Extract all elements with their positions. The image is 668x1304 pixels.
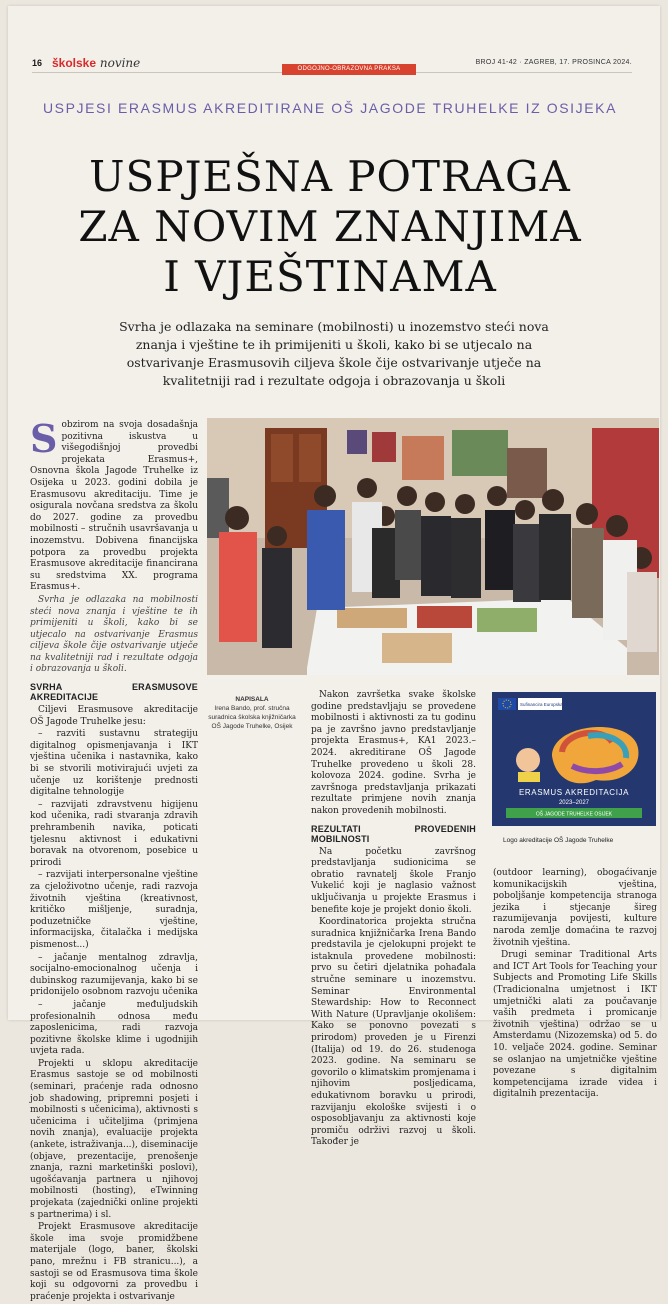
list-item: – razvijati zdravstvenu higijenu kod učenika, radi stvaranja zdravih prehrambenih navika, poticati tjelesnu aktivnost i edukativni boravak na otvorenom, posebice u prirodi xyxy=(30,799,198,868)
page-number: 16 xyxy=(32,58,43,68)
title-line: I VJEŠTINAMA xyxy=(163,252,497,301)
logo-title: ERASMUS AKREDITACIJA xyxy=(518,788,630,797)
list-item: – jačanje mentalnog zdravlja, socijalno-emocionalnog učenja i dubinskog razumijevanja, kako bi se pridonijelo osobnom razvoju učenika xyxy=(30,952,198,998)
paragraph: Projekti u sklopu akreditacije Erasmus sastoje se od mobilnosti (seminari, praćenje rada odnosno job shadowing, pripremni posjeti i mobilnosti s učenicima), aktivnosti s učenicima i učiteljima (primjena novih znanja), evaluacije projekta (ankete, istraživanja...), diseminacije (objave, prezentacije, prenošenje znanja, razni marketinški poslovi), ugošćavanja partnera u njihovoj mobilnosti (hosting), eTwinning projekata (zajednički online projekti s partnerima) i sl. xyxy=(30,1058,198,1220)
masthead-italic: novine xyxy=(96,56,141,70)
title-line: USPJEŠNA POTRAGA xyxy=(89,152,571,201)
byline xyxy=(207,695,297,731)
logo-years: 2023–2027 xyxy=(558,800,590,806)
title-line: ZA NOVIM ZNANJIMA xyxy=(78,202,582,251)
paragraph-text: obzirom na svoja dosadašnja pozitivna iskustva u višegodišnjoj provedbi projekata Erasmus+, Osnovna škola Jagode Truhelke iz Osijeka u 2023. godini dobila je Erasmusovu akreditaciju. Time je osigurala novčana sredstva za školu do 2027. godine za provedbu mobilnosti – stručnih usavršavanja u inozemstvu. Dobivena financijska potpora za provedbu projekta Erasmusove akreditacije financirana su sredstvima XX. programa Erasmus+. xyxy=(30,420,198,593)
article-column-4 xyxy=(493,868,657,1102)
article-photo xyxy=(207,418,659,675)
list-item: – jačanje međuljudskih profesionalnih odnosa među zaposlenicima, radi razvoja pozitivne školske klime i ugodnijih uvjeta rada. xyxy=(30,999,198,1057)
article-title xyxy=(40,152,620,302)
issue-info: BROJ 41-42 · ZAGREB, 17. PROSINCA 2024. xyxy=(475,59,632,66)
byline-author: Irena Bando, prof. stručna suradnica školska knjižničarka OŠ Jagode Truhelke, Osijek xyxy=(208,705,296,730)
article-lead: Svrha je odlazaka na seminare (mobilnosti) u inozemstvo steći nova znanja i vještine te ih primijeniti u školi, kako bi se utjecalo na ostvarivanje Erasmusovih ciljeva škole čije ostvarivanje utječe na kvalitetniji rad i rezultate odgoja i obrazovanja u školi xyxy=(119,319,549,388)
byline-label: NAPISALA xyxy=(235,696,269,703)
article-kicker: USPJESI ERASMUS AKREDITIRANE OŠ JAGODE TRUHELKE IZ OSIJEKA xyxy=(42,100,618,116)
paragraph: Koordinatorica projekta stručna suradnica knjižničarka Irena Bando predstavila je cjelokupni projekt te istaknula provedene mobilnosti: prvo su četiri djelatnika pohađala stručne seminare u inozemstvu. Seminar Environmental Stewardship: How to Reconnect With Nature (Upravljanje okolišem: Kako se ponovno povezati s prirodom) proveden je u Firenzi (Italija) od 19. do 26. studenoga 2023. godine. Na seminaru se govorilo o klimatskim promjenama i njihovim posljedicama, edukativnom boravku u prirodi, razvijanju ekološke svijesti i o osposobljavanju za aktivnosti koje promiču održivi razvoj u školi. Također je xyxy=(311,917,476,1148)
article-column-1 xyxy=(30,416,198,1304)
logo-caption: Logo akreditacije OŠ Jagode Truhelke xyxy=(503,837,614,844)
paragraph: Projekt Erasmusove akreditacije škole ima svoje promidžbene materijale (logo, baner, školski pano, mrežnu i FB stranicu...), a sastoji se od Erasmusova tima škole koji su odgovorni za provedbu i praćenje projekta i ostvarivanje xyxy=(30,1222,198,1302)
paragraph: Ciljevi Erasmusove akreditacije OŠ Jagode Truhelke jesu: xyxy=(30,705,198,727)
masthead-bold: školske xyxy=(52,56,97,70)
list-item: – razvijati interpersonalne vještine za cjeloživotno učenje, radi razvoja životnih vještina (kreativnost, kritičko mišljenje, suradnja, poduzetničke vještine, informacijska, čitalačka i medijska pismenost...) xyxy=(30,870,198,950)
logo-artwork xyxy=(492,692,656,826)
group-photo-illustration xyxy=(207,418,659,675)
logo-school: OŠ JAGODE TRUHELKE OSIJEK xyxy=(535,811,613,818)
paragraph: (outdoor learning), obogaćivanje komunikacijskih vještina, poboljšanje kompetencija stranoga jezika i stjecanje šireg razumijevanja povijesti, kulture naroda zemlje domaćina te razvoj životnih vještina. xyxy=(493,868,657,948)
section-label: ODGOJNO-OBRAZOVNA PRAKSA xyxy=(282,64,416,75)
paragraph: Nakon završetka svake školske godine predstavljaju se provedene mobilnosti i aktivnosti za tu godinu pa je završno javno predstavljanje projekta Erasmus+, KA1 2023.–2024. akreditirane OŠ Jagode Truhelke provedeno u školi 28. kolovoza 2024. godine. Svrha je završnoga predstavljanja prikazati rezultate primjene novih znanja nakon provedenih mobilnosti. xyxy=(311,690,476,816)
list-item: – razviti sustavnu strategiju digitalnog opismenjavanja i IKT vještina učenika i nastavnika, kako bi se stvorili motivirajući uvjeti za učenje uz korištenje prednosti digitalne tehnologije xyxy=(30,729,198,798)
masthead-logo xyxy=(52,56,140,70)
paragraph: Svrha je odlazaka na mobilnosti steći nova znanja i vještine te ih primijeniti u školi, kako bi se utjecalo na ostvarivanje Erasmus ciljeva škole čije ostvarivanje utječe na kvalitetniji rad i rezultate odgoja i obrazovanja u školi. xyxy=(30,594,198,675)
subheading: REZULTATI PROVEDENIH MOBILNOSTI xyxy=(311,823,476,844)
subheading: SVRHA ERASMUSOVE AKREDITACIJE xyxy=(30,682,198,703)
svg-text:Sufinancira Europska unija: Sufinancira Europska unija xyxy=(520,702,574,707)
article-column-3 xyxy=(311,690,476,1150)
drop-cap: S xyxy=(30,416,58,461)
paragraph: Drugi seminar Traditional Arts and ICT Art Tools for Teaching your Subjects and Promoting Life Skills (Tradicionalna umjetnost i IKT umjetnički alati za poučavanje vaših predmeta i promicanje životnih vještina) održao se u Amsterdamu (Nizozemska) od 5. do 10. veljače 2024. godine. Seminar se oslanjao na umjetničke vještine povezane s digitalnim kompetencijama izrade videa i digitalnih prezentacija. xyxy=(493,950,657,1100)
paragraph xyxy=(30,416,198,594)
erasmus-accreditation-logo xyxy=(492,692,656,826)
paragraph: Na početku završnog predstavljanja sudionicima se obratio ravnatelj škole Franjo Vukelić koji je naglasio važnost uključivanja u projekte Erasmus i benefite koje je projekt donio školi. xyxy=(311,846,476,915)
